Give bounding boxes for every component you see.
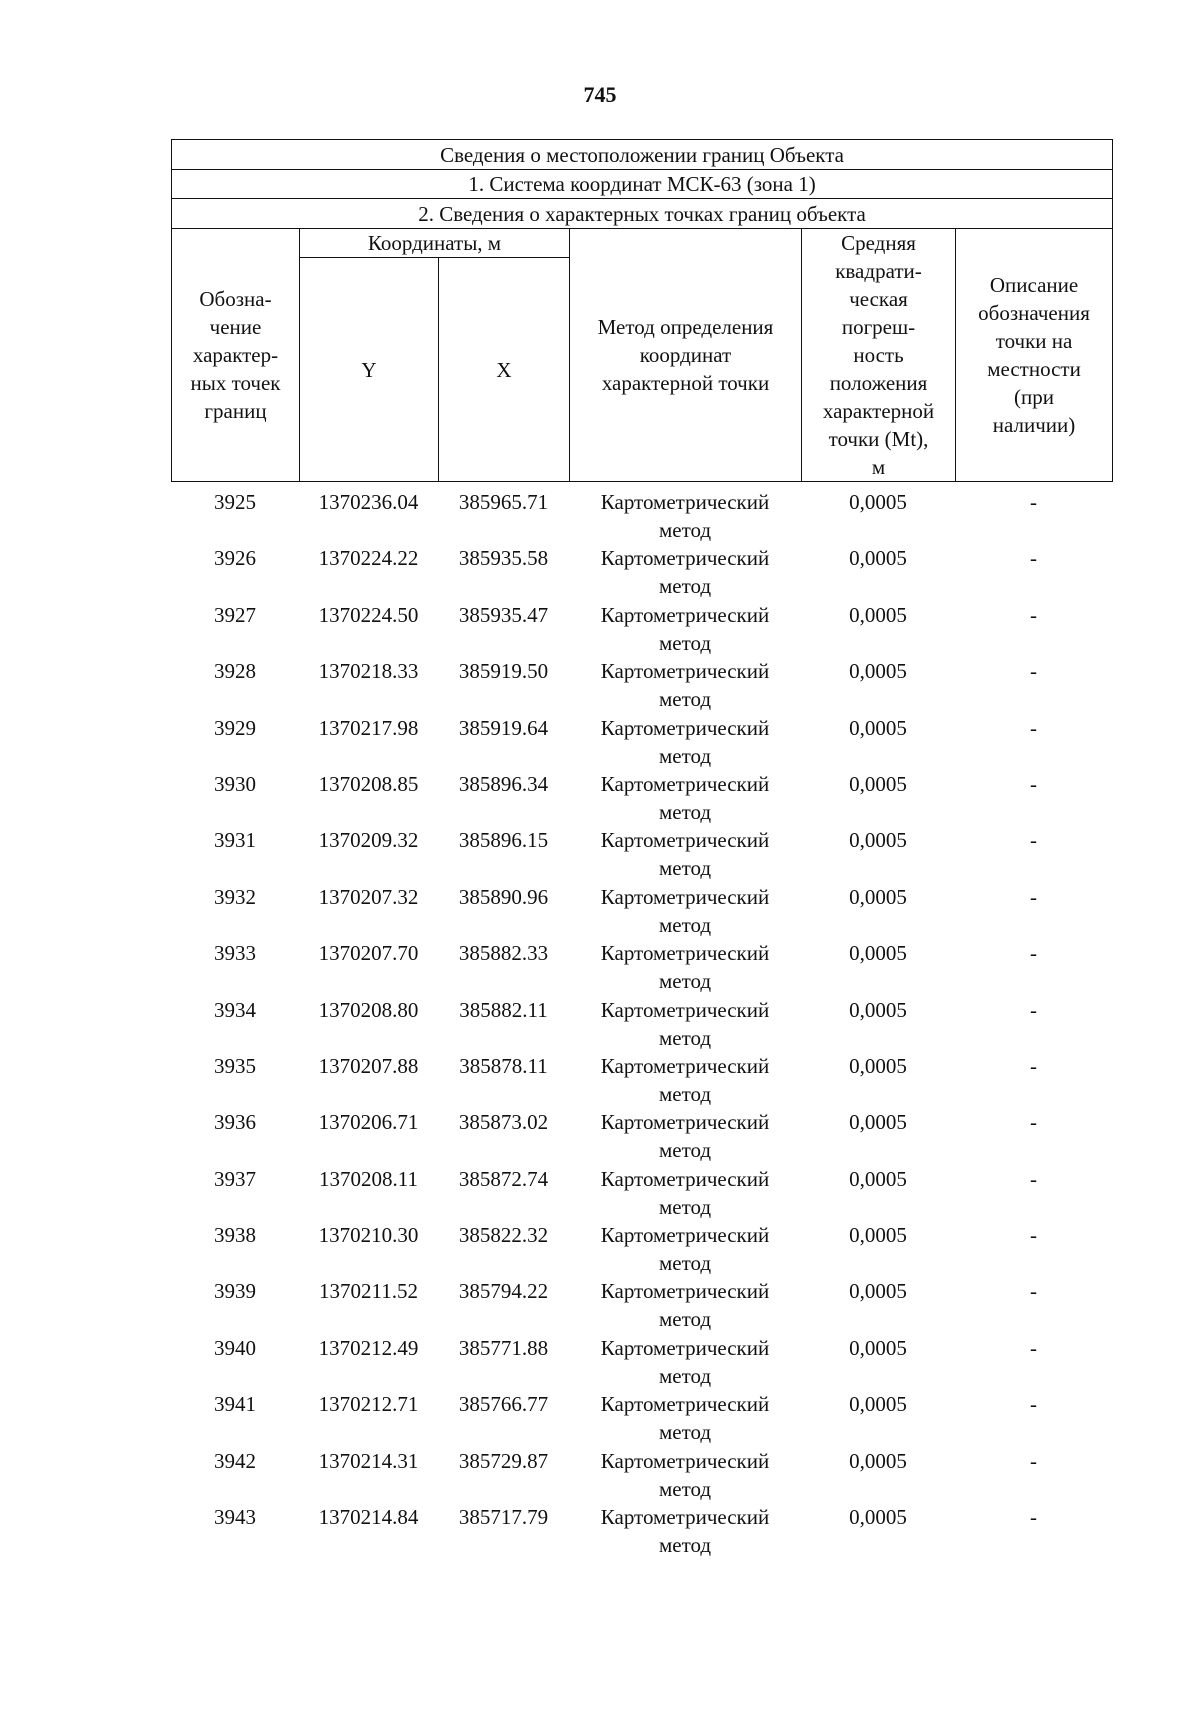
col-header-designation	[172, 229, 300, 482]
mean-square-error: 0,0005	[849, 1053, 907, 1078]
method-line: метод	[658, 687, 712, 712]
coord-x: 385919.50	[458, 659, 549, 684]
point-description: -	[1030, 884, 1037, 909]
method	[569, 1165, 801, 1221]
coord-x: 385965.71	[458, 490, 549, 514]
header-line: погреш-	[841, 315, 916, 339]
method	[569, 657, 801, 713]
col-header-method	[570, 229, 802, 482]
point-description: -	[1030, 1448, 1037, 1473]
point-id: 3938	[214, 1223, 256, 1248]
section-title: 2. Сведения о характерных точках границ объекта	[172, 199, 1113, 229]
method-line: метод	[658, 518, 712, 542]
header-line: Средняя	[841, 231, 916, 255]
coord-x: 385890.96	[458, 884, 549, 909]
mean-square-error: 0,0005	[849, 941, 907, 966]
point-description: -	[1030, 1335, 1037, 1360]
header-line: точки (Mt),	[828, 427, 929, 451]
point-id: 3935	[214, 1053, 256, 1078]
col-header-coordinates: Координаты, м	[300, 229, 570, 258]
method	[569, 1390, 801, 1446]
mean-square-error: 0,0005	[849, 828, 907, 853]
point-id: 3942	[214, 1448, 256, 1473]
coord-x: 385822.32	[458, 1223, 549, 1248]
header-line: (при	[1014, 385, 1055, 409]
point-description: -	[1030, 997, 1037, 1022]
table-row	[171, 996, 1112, 1052]
page-number: 745	[583, 82, 617, 107]
point-description: -	[1030, 771, 1037, 796]
header-line: обозначения	[978, 301, 1090, 325]
coord-y: 1370208.80	[318, 997, 419, 1022]
point-id: 3933	[214, 941, 256, 966]
point-id: 3928	[214, 659, 256, 684]
method-line: Картометрический	[600, 884, 770, 909]
table-row	[171, 657, 1112, 713]
coord-y: 1370218.33	[318, 659, 419, 684]
method-line: Картометрический	[600, 1392, 770, 1417]
col-header-y: Y	[300, 258, 439, 482]
coord-y: 1370209.32	[318, 828, 419, 853]
method-line: Картометрический	[600, 997, 770, 1022]
method-line: Картометрический	[600, 1053, 770, 1078]
header-line: м	[871, 455, 886, 479]
mean-square-error: 0,0005	[849, 1279, 907, 1304]
coord-x: 385882.11	[459, 997, 548, 1022]
point-id: 3926	[214, 546, 256, 571]
table-row	[171, 1503, 1112, 1559]
header-line: квадрати-	[835, 259, 922, 283]
method	[569, 1108, 801, 1164]
point-description: -	[1030, 490, 1037, 514]
point-description: -	[1030, 1392, 1037, 1417]
method-line: метод	[658, 1025, 712, 1050]
coord-x: 385873.02	[458, 1110, 549, 1135]
method-line: метод	[658, 630, 712, 655]
point-description: -	[1030, 1110, 1037, 1135]
coord-y: 1370236.04	[318, 490, 419, 514]
coord-x: 385729.87	[458, 1448, 549, 1473]
point-description: -	[1030, 941, 1037, 966]
method-line: Картометрический	[600, 546, 770, 571]
method-line: метод	[658, 799, 712, 824]
point-id: 3936	[214, 1110, 256, 1135]
coord-y: 1370214.84	[318, 1505, 419, 1530]
mean-square-error: 0,0005	[849, 1392, 907, 1417]
point-id: 3937	[214, 1166, 256, 1191]
method	[569, 714, 801, 770]
method-line: Картометрический	[600, 602, 770, 627]
mean-square-error: 0,0005	[849, 715, 907, 740]
point-description: -	[1030, 828, 1037, 853]
method-line: Картометрический	[600, 1505, 770, 1530]
coord-y: 1370207.32	[318, 884, 419, 909]
method-line: Картометрический	[600, 941, 770, 966]
table-row	[171, 1108, 1112, 1164]
header-line: координат	[639, 343, 732, 367]
header-line: границ	[204, 399, 267, 423]
method-line: Картометрический	[600, 1110, 770, 1135]
method	[569, 1334, 801, 1390]
coord-y: 1370224.22	[318, 546, 419, 571]
coord-y: 1370211.52	[319, 1279, 418, 1304]
point-description: -	[1030, 1279, 1037, 1304]
method-line: метод	[658, 1138, 712, 1163]
point-id: 3940	[214, 1335, 256, 1360]
point-id: 3927	[214, 602, 256, 627]
table-title: Сведения о местоположении границ Объекта	[172, 140, 1113, 170]
method-line: Картометрический	[600, 828, 770, 853]
method-line: метод	[658, 743, 712, 768]
method	[569, 996, 801, 1052]
header-line: Метод определения	[597, 315, 774, 339]
coord-y: 1370212.71	[318, 1392, 419, 1417]
coord-x: 385717.79	[458, 1505, 549, 1530]
point-description: -	[1030, 1505, 1037, 1530]
point-description: -	[1030, 659, 1037, 684]
point-description: -	[1030, 546, 1037, 571]
table-row	[171, 770, 1112, 826]
method	[569, 1052, 801, 1108]
mean-square-error: 0,0005	[849, 1110, 907, 1135]
coord-y: 1370217.98	[318, 715, 419, 740]
coord-x: 385935.47	[458, 602, 549, 627]
table-row	[171, 883, 1112, 939]
table-row	[171, 1447, 1112, 1503]
coord-y: 1370208.11	[319, 1166, 418, 1191]
method-line: метод	[658, 969, 712, 994]
coord-x: 385935.58	[458, 546, 549, 571]
coord-y: 1370214.31	[318, 1448, 419, 1473]
header-line: характерной	[822, 399, 935, 423]
method-line: метод	[658, 574, 712, 599]
mean-square-error: 0,0005	[849, 659, 907, 684]
coord-y: 1370206.71	[318, 1110, 419, 1135]
method-line: метод	[658, 1533, 712, 1558]
mean-square-error: 0,0005	[849, 1448, 907, 1473]
method-line: метод	[658, 1476, 712, 1501]
coord-x: 385766.77	[458, 1392, 549, 1417]
method-line: метод	[658, 1081, 712, 1106]
table-row	[171, 714, 1112, 770]
method-line: метод	[658, 1420, 712, 1445]
mean-square-error: 0,0005	[849, 1505, 907, 1530]
col-header-description	[956, 229, 1113, 482]
coord-y: 1370207.70	[318, 941, 419, 966]
mean-square-error: 0,0005	[849, 490, 907, 514]
point-id: 3943	[214, 1505, 256, 1530]
coord-y: 1370207.88	[318, 1053, 419, 1078]
header-line: чение	[209, 315, 262, 339]
table-row	[171, 1165, 1112, 1221]
coord-x: 385771.88	[458, 1335, 549, 1360]
header-line: Обозна-	[199, 287, 272, 311]
header-line: ных точек	[190, 371, 281, 395]
point-id: 3925	[214, 490, 256, 514]
header-line: Описание	[989, 273, 1079, 297]
method	[569, 939, 801, 995]
point-description: -	[1030, 1223, 1037, 1248]
point-description: -	[1030, 1053, 1037, 1078]
table-row	[171, 544, 1112, 600]
method-line: Картометрический	[600, 771, 770, 796]
coord-x: 385882.33	[458, 941, 549, 966]
coord-y: 1370212.49	[318, 1335, 419, 1360]
coord-x: 385896.34	[458, 771, 549, 796]
header-line: местности	[987, 357, 1081, 381]
mean-square-error: 0,0005	[849, 602, 907, 627]
mean-square-error: 0,0005	[849, 997, 907, 1022]
method-line: Картометрический	[600, 715, 770, 740]
coord-x: 385919.64	[458, 715, 549, 740]
header-line: ность	[853, 343, 904, 367]
coord-x: 385896.15	[458, 828, 549, 853]
mean-square-error: 0,0005	[849, 771, 907, 796]
point-id: 3929	[214, 715, 256, 740]
header-line: характерной точки	[601, 371, 770, 395]
coord-x: 385872.74	[458, 1166, 549, 1191]
method	[569, 1277, 801, 1333]
method-line: метод	[658, 1363, 712, 1388]
method	[569, 601, 801, 657]
table-row	[171, 1221, 1112, 1277]
point-id: 3934	[214, 997, 256, 1022]
mean-square-error: 0,0005	[849, 1166, 907, 1191]
table-row	[171, 601, 1112, 657]
boundary-points-table	[171, 488, 1112, 1559]
coord-y: 1370208.85	[318, 771, 419, 796]
boundary-table-header	[171, 139, 1113, 482]
point-description: -	[1030, 602, 1037, 627]
point-id: 3939	[214, 1279, 256, 1304]
method-line: Картометрический	[600, 1335, 770, 1360]
method-line: метод	[658, 912, 712, 937]
method-line: Картометрический	[600, 1223, 770, 1248]
col-header-x: X	[439, 258, 570, 482]
header-line: точки на	[995, 329, 1073, 353]
method-line: Картометрический	[600, 490, 770, 514]
mean-square-error: 0,0005	[849, 1223, 907, 1248]
col-header-error	[802, 229, 956, 482]
point-id: 3931	[214, 828, 256, 853]
method	[569, 883, 801, 939]
header-line: положения	[829, 371, 928, 395]
coordinate-system: 1. Система координат МСК-63 (зона 1)	[172, 170, 1113, 199]
method-line: Картометрический	[600, 1448, 770, 1473]
method-line: Картометрический	[600, 1166, 770, 1191]
table-row	[171, 1390, 1112, 1446]
table-row	[171, 1334, 1112, 1390]
coord-x: 385878.11	[459, 1053, 548, 1078]
header-line: характер-	[192, 343, 279, 367]
point-description: -	[1030, 1166, 1037, 1191]
method	[569, 1447, 801, 1503]
method	[569, 826, 801, 882]
point-id: 3930	[214, 771, 256, 796]
table-row	[171, 1277, 1112, 1333]
method	[569, 1221, 801, 1277]
point-id: 3932	[214, 884, 256, 909]
method-line: Картометрический	[600, 659, 770, 684]
method-line: метод	[658, 856, 712, 881]
method-line: метод	[658, 1307, 712, 1332]
table-row	[171, 1052, 1112, 1108]
point-id: 3941	[214, 1392, 256, 1417]
header-line: наличии)	[992, 413, 1076, 437]
point-description: -	[1030, 715, 1037, 740]
table-row	[171, 939, 1112, 995]
table-row	[171, 826, 1112, 882]
table-row	[171, 488, 1112, 544]
coord-y: 1370224.50	[318, 602, 419, 627]
method	[569, 544, 801, 600]
coord-x: 385794.22	[458, 1279, 549, 1304]
method	[569, 488, 801, 544]
method-line: метод	[658, 1194, 712, 1219]
mean-square-error: 0,0005	[849, 546, 907, 571]
method	[569, 770, 801, 826]
header-line: ческая	[849, 287, 908, 311]
method	[569, 1503, 801, 1559]
coord-y: 1370210.30	[318, 1223, 419, 1248]
method-line: Картометрический	[600, 1279, 770, 1304]
mean-square-error: 0,0005	[849, 884, 907, 909]
method-line: метод	[658, 1251, 712, 1276]
mean-square-error: 0,0005	[849, 1335, 907, 1360]
